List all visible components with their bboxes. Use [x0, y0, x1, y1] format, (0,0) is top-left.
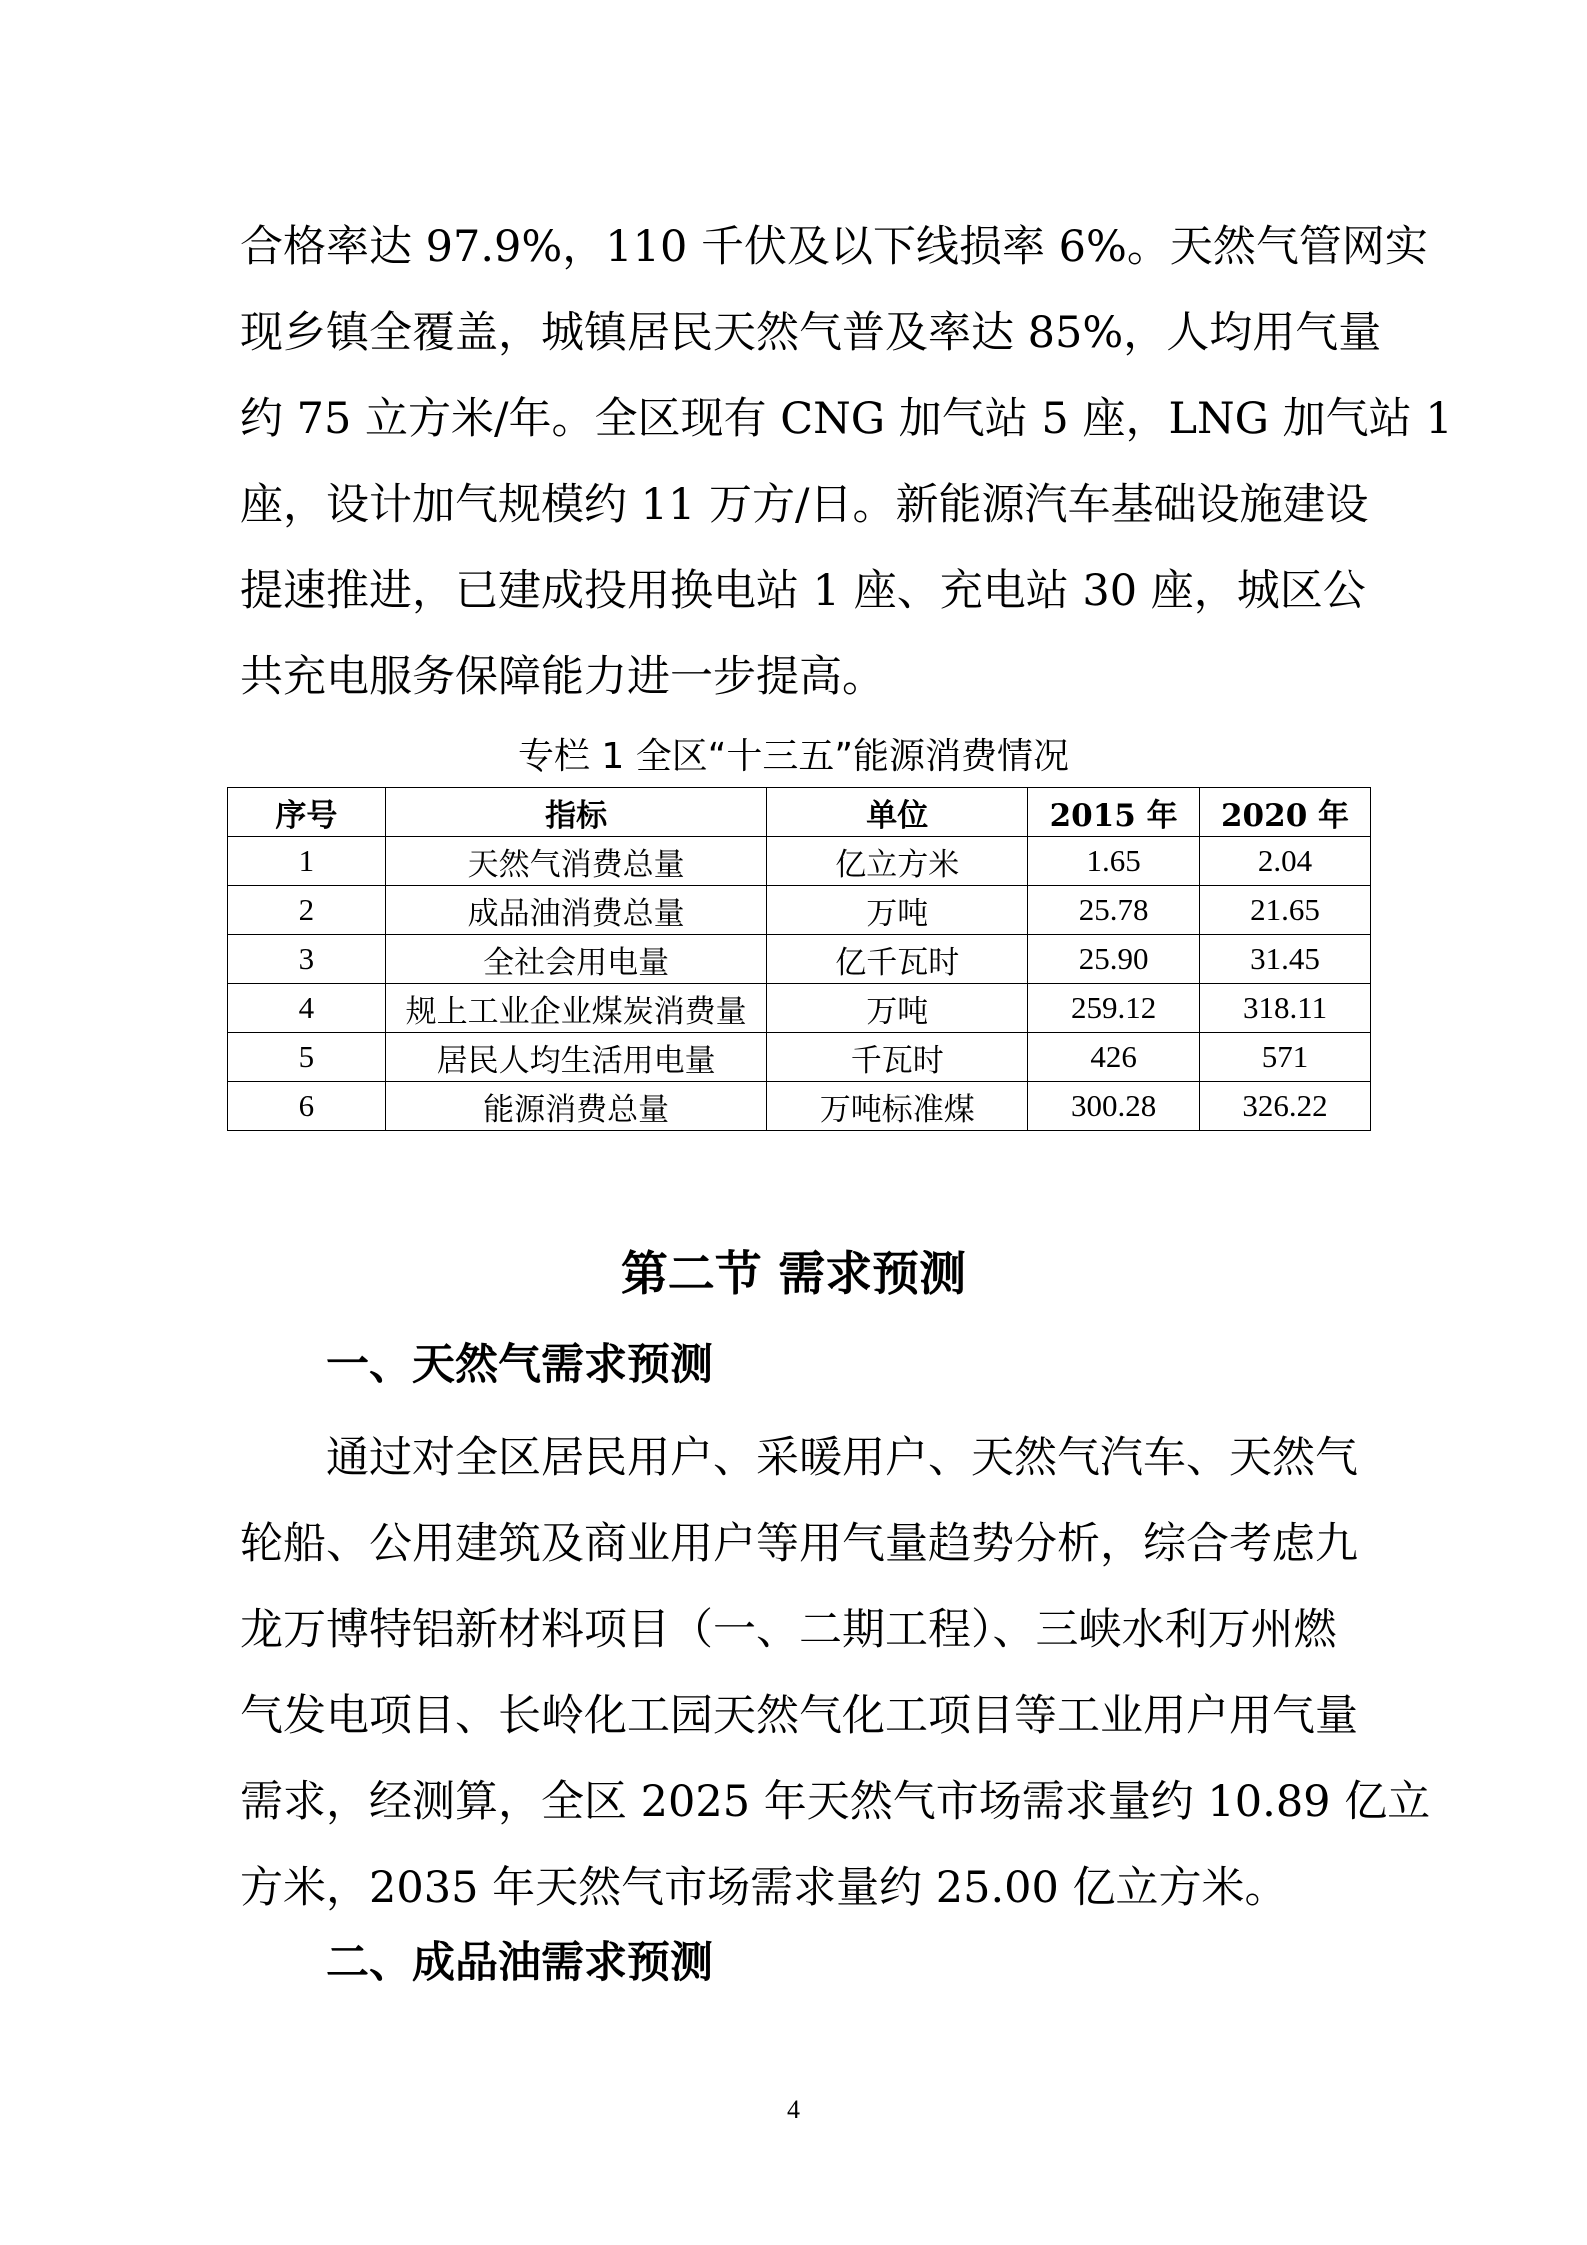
- column-header-unit: 单位: [767, 788, 1028, 837]
- paragraph-line: 座，设计加气规模约 11 万方/日。新能源汽车基础设施建设: [240, 480, 1369, 530]
- table-row: [228, 837, 1371, 886]
- cell-2015: 426: [1028, 1033, 1200, 1082]
- paragraph-line: 共充电服务保障能力进一步提高。: [240, 652, 885, 702]
- cell-index: 1: [228, 837, 386, 886]
- paragraph-line: 约 75 立方米/年。全区现有 CNG 加气站 5 座，LNG 加气站 1: [240, 394, 1453, 444]
- cell-index: 4: [228, 984, 386, 1033]
- cell-unit: 万吨: [767, 886, 1028, 935]
- cell-index: 2: [228, 886, 386, 935]
- subsection-heading-natural-gas: 一、天然气需求预测: [326, 1340, 713, 1390]
- cell-2015: 1.65: [1028, 837, 1200, 886]
- paragraph-line: 龙万博特铝新材料项目（一、二期工程）、三峡水利万州燃: [240, 1605, 1337, 1655]
- column-header-2015: 2015 年: [1028, 788, 1200, 837]
- cell-2020: 571: [1200, 1033, 1371, 1082]
- paragraph-line: 合格率达 97.9%，110 千伏及以下线损率 6%。天然气管网实: [240, 222, 1428, 272]
- cell-2015: 300.28: [1028, 1082, 1200, 1131]
- cell-2020: 326.22: [1200, 1082, 1371, 1131]
- paragraph-line: 需求，经测算，全区 2025 年天然气市场需求量约 10.89 亿立: [240, 1777, 1431, 1827]
- cell-unit: 千瓦时: [767, 1033, 1028, 1082]
- cell-2020: 31.45: [1200, 935, 1371, 984]
- cell-unit: 亿立方米: [767, 837, 1028, 886]
- energy-consumption-table: [227, 787, 1371, 1131]
- table-row: [228, 935, 1371, 984]
- cell-index: 3: [228, 935, 386, 984]
- column-header-indicator: 指标: [385, 788, 767, 837]
- paragraph-line: 气发电项目、长岭化工园天然气化工项目等工业用户用气量: [240, 1691, 1358, 1741]
- cell-indicator: 成品油消费总量: [385, 886, 767, 935]
- page-number: 4: [787, 2095, 800, 2124]
- cell-indicator: 能源消费总量: [385, 1082, 767, 1131]
- table-caption: 专栏 1 全区“十三五”能源消费情况: [517, 736, 1070, 777]
- cell-2020: 2.04: [1200, 837, 1371, 886]
- cell-2020: 318.11: [1200, 984, 1371, 1033]
- paragraph-line: 轮船、公用建筑及商业用户等用气量趋势分析，综合考虑九: [240, 1519, 1358, 1569]
- cell-index: 6: [228, 1082, 386, 1131]
- cell-unit: 亿千瓦时: [767, 935, 1028, 984]
- paragraph-line: 提速推进，已建成投用换电站 1 座、充电站 30 座，城区公: [240, 566, 1366, 616]
- body-paragraph-1: [240, 204, 1453, 720]
- cell-2015: 25.78: [1028, 886, 1200, 935]
- cell-indicator: 天然气消费总量: [385, 837, 767, 886]
- cell-2015: 259.12: [1028, 984, 1200, 1033]
- cell-index: 5: [228, 1033, 386, 1082]
- table-row: [228, 984, 1371, 1033]
- table-row: [228, 1082, 1371, 1131]
- cell-2015: 25.90: [1028, 935, 1200, 984]
- table-header-row: [228, 788, 1371, 837]
- section-title: 第二节 需求预测: [620, 1247, 967, 1302]
- column-header-index: 序号: [228, 788, 386, 837]
- column-header-2020: 2020 年: [1200, 788, 1371, 837]
- paragraph-line: 现乡镇全覆盖，城镇居民天然气普及率达 85%，人均用气量: [240, 308, 1382, 358]
- cell-2020: 21.65: [1200, 886, 1371, 935]
- table-row: [228, 886, 1371, 935]
- body-paragraph-2: [240, 1415, 1431, 1931]
- cell-unit: 万吨: [767, 984, 1028, 1033]
- cell-unit: 万吨标准煤: [767, 1082, 1028, 1131]
- table-row: [228, 1033, 1371, 1082]
- cell-indicator: 全社会用电量: [385, 935, 767, 984]
- subsection-heading-refined-oil: 二、成品油需求预测: [326, 1938, 713, 1988]
- cell-indicator: 规上工业企业煤炭消费量: [385, 984, 767, 1033]
- paragraph-line: 通过对全区居民用户、采暖用户、天然气汽车、天然气: [326, 1433, 1358, 1483]
- paragraph-line: 方米，2035 年天然气市场需求量约 25.00 亿立方米。: [240, 1863, 1288, 1913]
- cell-indicator: 居民人均生活用电量: [385, 1033, 767, 1082]
